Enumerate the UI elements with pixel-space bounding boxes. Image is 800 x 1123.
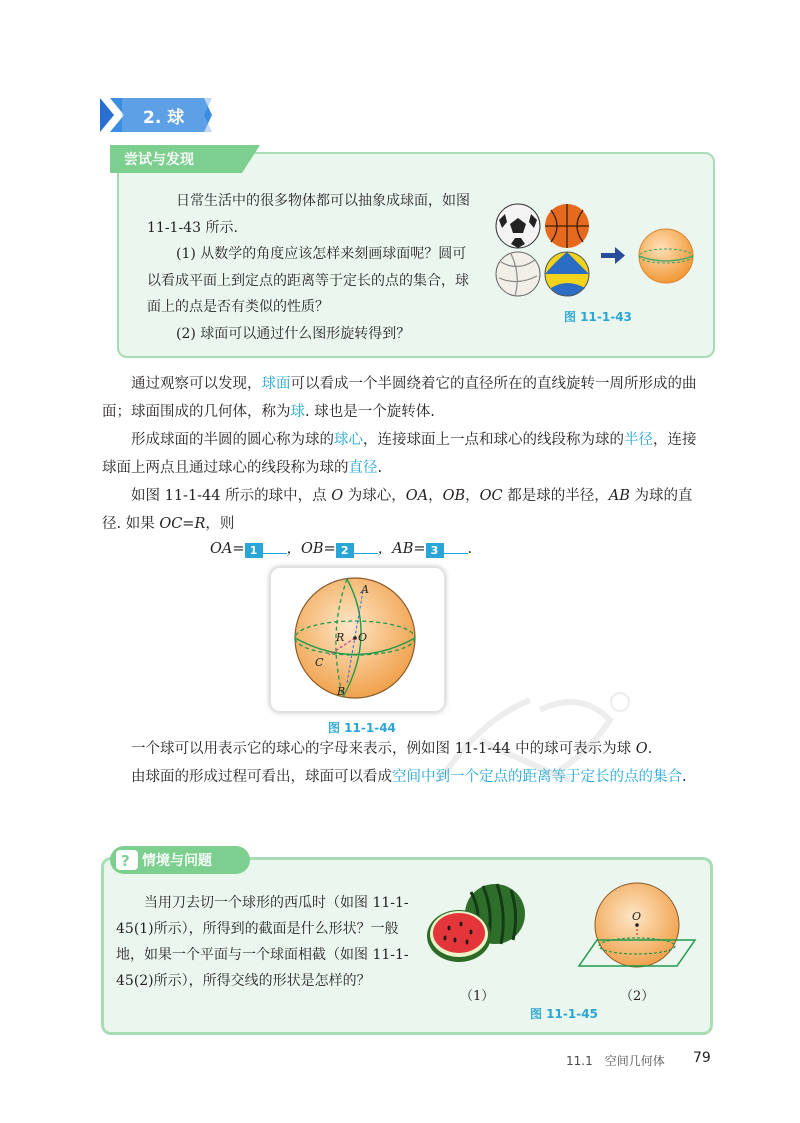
term-set-of-points: 空间中到一个定点的距离等于定长的点的集合 [392,769,682,785]
figure-caption-43: 图 11-1-43 [564,310,632,324]
var-OC-R: OC=R [159,516,206,532]
var-O: O [635,741,648,757]
page-number: 79 [693,1050,711,1066]
eq-oa: OA= [210,541,245,557]
text: 通过观察可以发现， [131,376,262,392]
answer-blank-2[interactable] [336,537,378,557]
text: 可以看成一个半圆绕着它的直径所在的直线旋转一周所形成的曲面；球面围成的几何体，称为 [102,376,697,420]
situation-tab-label: 情境与问题 [142,853,212,869]
footer-section: 11.1 空间几何体 [566,1054,665,1068]
var-AB: AB [608,488,630,504]
label-O: O [358,631,368,644]
explore-paragraph-2: (1) 从数学的角度应该怎样来刻画球面呢？圆可以看成平面上到定点的距离等于定长的点的集合，球面上的点是否有类似的性质？ [147,246,469,315]
figure-caption-44: 图 11-1-44 [328,721,396,735]
explore-paragraph-1: 日常生活中的很多物体都可以抽象成球面，如图 11-1-43 所示. [147,193,470,236]
label-O: O [632,910,642,923]
colored-volleyball-icon [545,252,589,296]
answer-blank-1[interactable] [245,537,287,557]
section-title: 2. 球 [143,108,185,128]
figure-45-sub2: （2） [620,989,655,1004]
eq-end: . [467,541,473,557]
text: 一个球可以用表示它的球心的字母来表示，例如图 11-1-44 中的球可表示为球 [131,741,636,757]
text: . 球也是一个旋转体. [305,404,435,420]
var-OB: OB [442,488,466,504]
basketball-icon [545,204,589,248]
paragraph-notation [102,735,702,763]
explore-paragraph-3: (2) 球面可以通过什么图形旋转得到？ [176,325,411,342]
text: . [647,741,653,757]
explore-tab-label: 尝试与发现 [124,152,194,168]
label-B: B [337,685,346,698]
text: 形成球面的半圆的圆心称为球的 [131,432,334,448]
eq-ob: ，OB= [286,541,336,557]
label-C: C [315,656,324,669]
term-sphere: 球 [290,404,305,420]
text: 都是球的半径， [502,488,609,504]
text: . [377,460,383,476]
text: 为球心， [343,488,406,504]
text: ，连接球面上两点且通过球心的线段称为球的 [102,432,697,476]
body-text-bottom [102,735,702,791]
text: ，则 [205,516,235,532]
figure-caption-45: 图 11-1-45 [530,1007,598,1021]
text: ， [428,488,443,504]
watermelon-image [425,878,531,968]
paragraph-sphere-definition [102,370,702,426]
label-R: R [336,631,345,644]
var-OC: OC [479,488,503,504]
var-O: O [331,488,344,504]
eq-ab: ，AB= [377,541,426,557]
term-center: 球心 [334,432,363,448]
svg-text:?: ? [121,852,130,870]
term-sphere-surface: 球面 [261,376,291,392]
situation-text: 当用刀去切一个球形的西瓜时（如图 11-1-45(1)所示），所得到的截面是什么形状？一般地，如果一个平面与一个球面相截（如图 11-1-45(2)所示），所得交线的形状是怎样的？ [116,895,409,989]
explore-text [147,188,477,347]
soccer-ball-icon [496,204,540,248]
figure-45-sub1: （1） [460,989,495,1004]
equation-line [210,535,472,563]
var-OA: OA [405,488,429,504]
blank-number: 3 [426,543,444,558]
text: . [682,769,687,785]
label-A: A [361,583,369,596]
paragraph-example [102,482,702,538]
paragraph-center-radius [102,426,702,482]
sphere-icon [639,229,693,283]
volleyball-icon [496,252,540,296]
blank-number: 1 [245,543,263,558]
term-diameter: 直径 [348,460,378,476]
arrow-right-icon [601,247,625,264]
figure-balls [493,202,705,298]
blank-number: 2 [336,543,354,558]
text: ，连接球面上一点和球心的线段称为球的 [363,432,624,448]
text: ， [465,488,480,504]
body-text-top [102,370,702,538]
sphere-plane-figure [575,880,700,980]
term-radius: 半径 [624,432,653,448]
text: 如图 11-1-44 所示的球中，点 [131,488,332,504]
text: 为球的直径. 如果 [102,488,693,532]
figure-44-sphere [285,575,425,703]
paragraph-set-definition [102,763,702,791]
answer-blank-3[interactable] [426,537,468,557]
text: 由球面的形成过程可看出，球面可以看成 [131,769,392,785]
